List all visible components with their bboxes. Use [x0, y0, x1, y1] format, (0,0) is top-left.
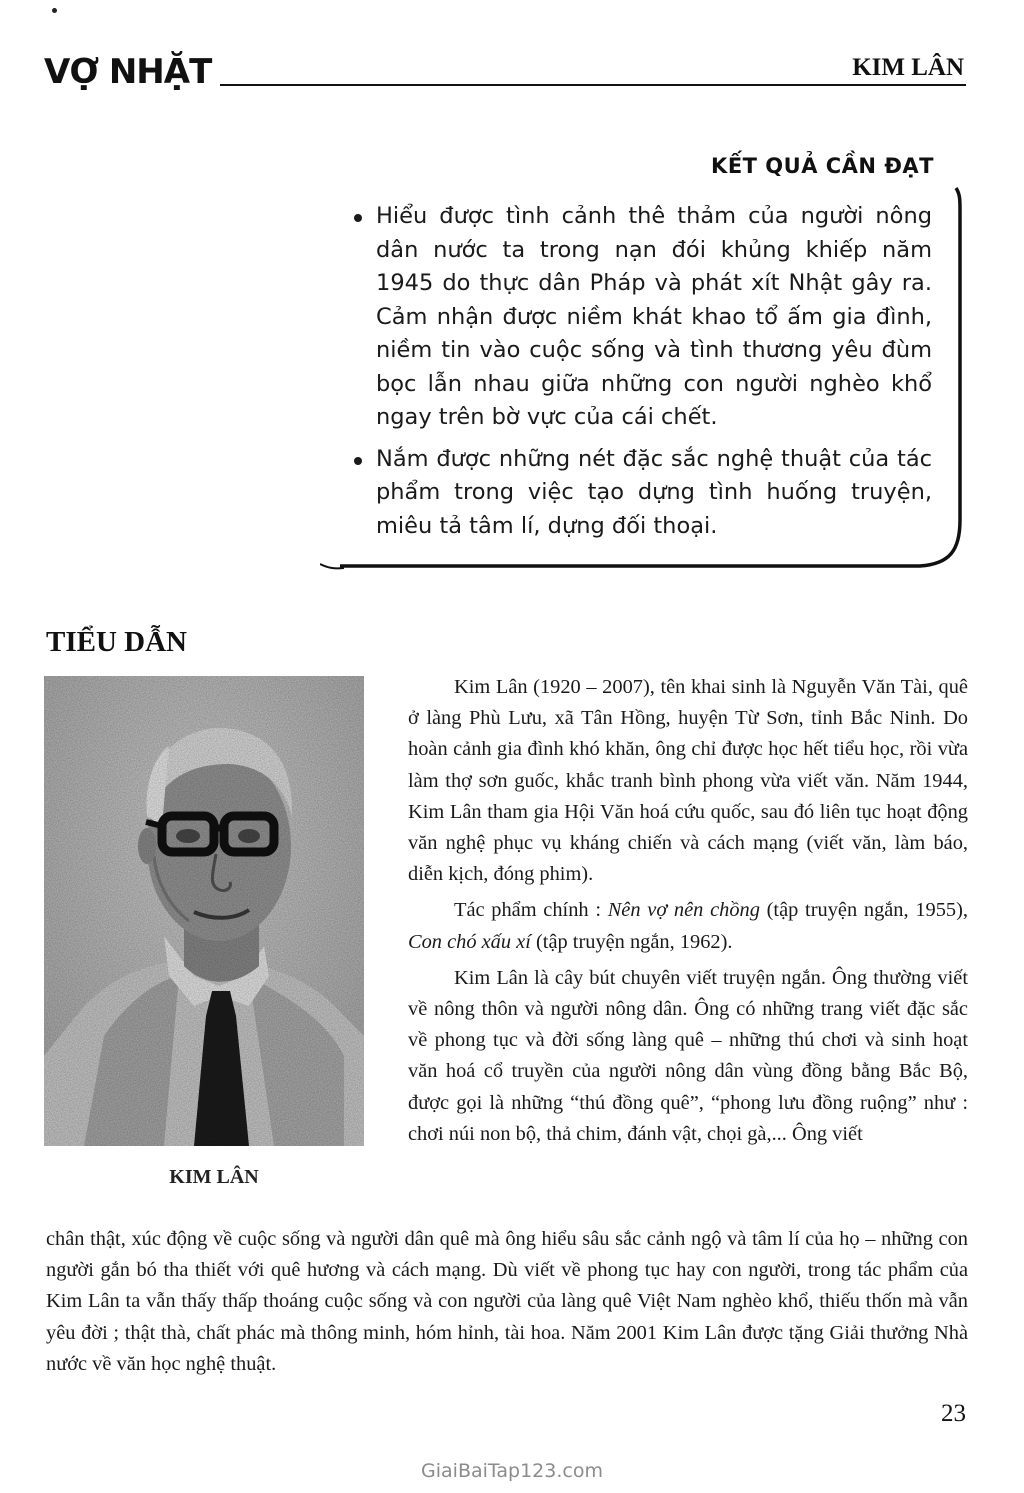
author-portrait: [44, 676, 364, 1146]
bullet-icon: [354, 457, 362, 465]
page-number: 23: [941, 1400, 966, 1427]
intro-paragraph-1: Kim Lân (1920 – 2007), tên khai sinh là Nguyễn Văn Tài, quê ở làng Phù Lưu, xã Tân Hồng, huyện Từ Sơn, tỉnh Bắc Ninh. Do hoàn cảnh gia đình khó khăn, ông chỉ được học hết tiểu học, rồi vừa làm thợ sơn guốc, khắc tranh bình phong vừa viết văn. Năm 1944, Kim Lân tham gia Hội Văn hoá cứu quốc, sau đó liên tục hoạt động văn nghệ phục vụ kháng chiến và cách mạng (viết văn, làm báo, diễn kịch, đóng phim).: [408, 676, 968, 886]
header-rule: [220, 84, 966, 86]
work-title-1: Nên vợ nên chồng: [607, 899, 760, 922]
intro-paragraph-2: [408, 895, 968, 957]
section-title: TIỂU DẪN: [46, 626, 187, 658]
bullet-icon: [354, 214, 362, 222]
goals-list: [352, 200, 932, 551]
intro-paragraph-3: Kim Lân là cây bút chuyên viết truyện ngắn. Ông thường viết về nông thôn và người nông dân. Ông có những trang viết đặc sắc về phong tục và đời sống làng quê – những thú chơi và sinh hoạt văn hoá cổ truyền của người nông dân vùng đồng bằng Bắc Bộ, được gọi là những “thú đồng quê”, “phong lưu đồng ruộng” như : chơi núi non bộ, thả chim, đánh vật, chọi gà,... Ông viết: [408, 966, 968, 1145]
page-header: [44, 52, 966, 92]
intro-paragraph-3b: chân thật, xúc động về cuộc sống và người dân quê mà ông hiểu sâu sắc cảnh ngộ và tâm lí của họ – những con người gắn bó tha thiết với quê hương và cách mạng. Dù viết về phong tục hay con người, trong tác phẩm của Kim Lân ta vẫn thấy thấp thoáng cuộc sống và con người của làng quê Việt Nam nghèo khổ, thiếu thốn mà vẫn yêu đời ; thật thà, chất phác mà thông minh, hóm hỉnh, tài hoa. Năm 2001 Kim Lân được tặng Giải thưởng Nhà nước về văn học nghệ thuật.: [46, 1228, 968, 1375]
works-tail: (tập truyện ngắn, 1962).: [530, 930, 733, 953]
goals-title: KẾT QUẢ CẦN ĐẠT: [711, 154, 934, 178]
goal-text-1: Hiểu được tình cảnh thê thảm của người nông dân nước ta trong nạn đói khủng khiếp năm 1945 do thực dân Pháp và phát xít Nhật gây ra. Cảm nhận được niềm khát khao tổ ấm gia đình, niềm tin vào cuộc sống và tình thương yêu đùm bọc lẫn nhau giữa những con người nghèo khổ ngay trên bờ vực của cái chết.: [376, 203, 932, 430]
works-mid: (tập truyện ngắn, 1955),: [759, 899, 968, 922]
author-heading: KIM LÂN: [852, 54, 964, 81]
lesson-title: VỢ NHẶT: [44, 52, 212, 92]
intro-text: [408, 672, 968, 1150]
work-title-2: Con chó xấu xí: [408, 930, 531, 953]
intro-paragraph-3-continued: [46, 1224, 968, 1380]
watermark: GiaiBaiTap123.com: [421, 1460, 603, 1482]
works-lead: Tác phẩm chính :: [454, 899, 608, 922]
goal-item: [352, 200, 932, 435]
portrait-caption: KIM LÂN: [169, 1166, 259, 1188]
goal-item: [352, 443, 932, 544]
print-mark: [52, 8, 57, 13]
goal-text-2: Nắm được những nét đặc sắc nghệ thuật của tác phẩm trong việc tạo dựng tình huống truyện, miêu tả tâm lí, dựng đối thoại.: [376, 445, 932, 539]
